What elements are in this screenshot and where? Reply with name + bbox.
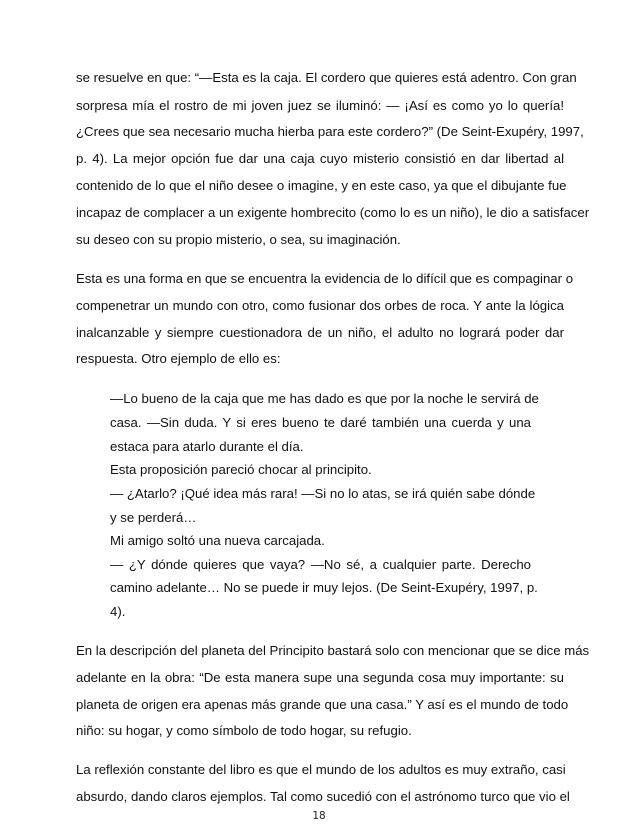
- text-line: absurdo, dando claros ejemplos. Tal como sucedió con el astrónomo turco que vio el: [76, 789, 570, 804]
- text-line: ¿Crees que sea necesario mucha hierba para este cordero?” (De Seint-Exupéry, 1997,: [76, 124, 584, 139]
- text-line: se resuelve en que: “—Esta es la caja. El cordero que quieres está adentro. Con gran: [76, 70, 577, 85]
- quote-line: casa. —Sin duda. Y si eres bueno te daré también una cuerda y una: [110, 415, 531, 430]
- text-line: contenido de lo que el niño desee o imagine, y en este caso, ya que el dibujante fue: [76, 178, 567, 193]
- page-number: 18: [312, 810, 326, 822]
- text-line: compenetrar un mundo con otro, como fusionar dos orbes de roca. Y ante la lógica: [76, 298, 564, 313]
- text-line: La reflexión constante del libro es que el mundo de los adultos es muy extraño, casi: [76, 762, 566, 777]
- quote-line: — ¿Atarlo? ¡Qué idea más rara! —Si no lo atas, se irá quién sabe dónde: [110, 486, 536, 501]
- quote-line: estaca para atarlo durante el día.: [110, 439, 304, 454]
- text-line: inalcanzable y siempre cuestionadora de un niño, el adulto no logrará poder dar: [76, 325, 564, 340]
- quote-line: Mi amigo soltó una nueva carcajada.: [110, 533, 325, 548]
- quote-line: 4).: [110, 604, 126, 619]
- quote-line: y se perderá…: [110, 510, 197, 525]
- text-line: planeta de origen era apenas más grande que una casa.” Y así es el mundo de todo: [76, 697, 569, 712]
- quote-line: —Lo bueno de la caja que me has dado es que por la noche le servirá de: [110, 391, 539, 406]
- text-line: su deseo con su propio misterio, o sea, su imaginación.: [76, 232, 401, 247]
- text-line: respuesta. Otro ejemplo de ello es:: [76, 351, 281, 366]
- text-line: niño: su hogar, y como símbolo de todo hogar, su refugio.: [76, 723, 412, 738]
- quote-line: camino adelante… No se puede ir muy lejos. (De Seint-Exupéry, 1997, p.: [110, 580, 538, 595]
- text-line: p. 4). La mejor opción fue dar una caja cuyo misterio consistió en dar libertad al: [76, 151, 564, 166]
- text-line: Esta es una forma en que se encuentra la evidencia de lo difícil que es compaginar o: [76, 271, 574, 286]
- quote-line: — ¿Y dónde quieres que vaya? —No sé, a cualquier parte. Derecho: [110, 557, 531, 572]
- quote-line: Esta proposición pareció chocar al principito.: [110, 462, 372, 477]
- text-line: En la descripción del planeta del Principito bastará solo con mencionar que se dice más: [76, 643, 590, 658]
- text-line: adelante en la obra: “De esta manera supe una segunda cosa muy importante: su: [76, 670, 564, 685]
- text-line: sorpresa mía el rostro de mi joven juez se iluminó: — ¡Así es como yo lo quería!: [76, 98, 564, 113]
- text-line: incapaz de complacer a un exigente hombrecito (como lo es un niño), le dio a satisfacer: [76, 205, 590, 220]
